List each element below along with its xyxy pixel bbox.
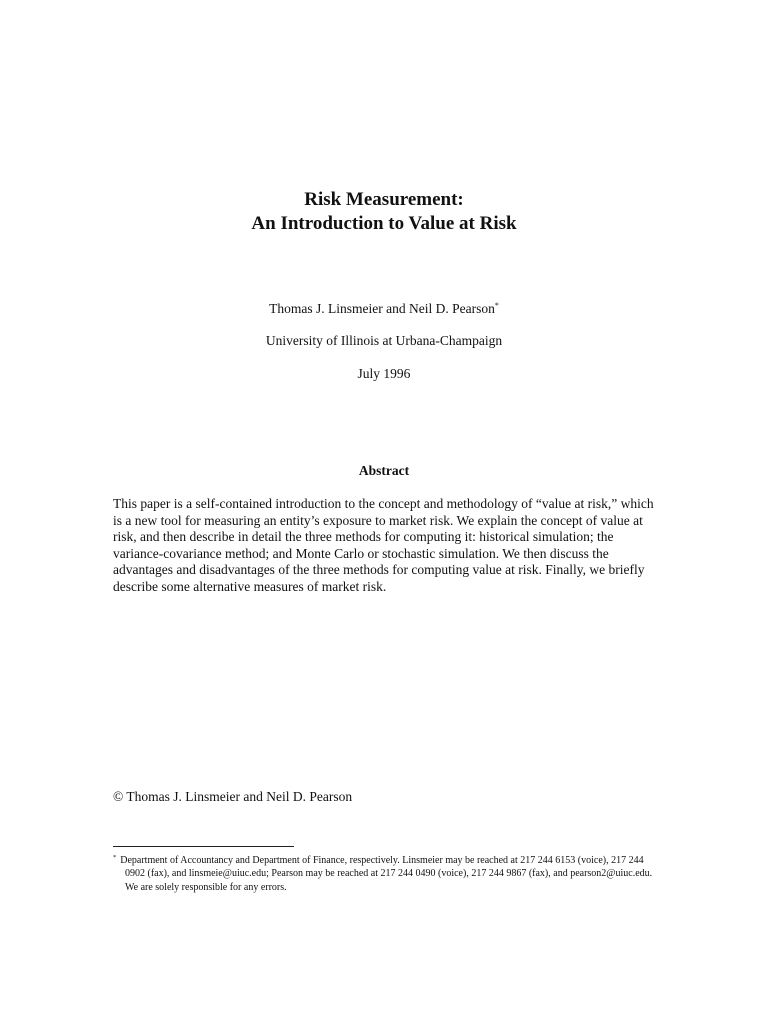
authors-names: Thomas J. Linsmeier and Neil D. Pearson [269,301,495,316]
abstract-heading: Abstract [358,463,410,478]
author-footnote-marker: * [494,301,499,310]
publication-date: July 1996 [357,366,411,381]
footnote-divider [113,846,294,847]
title-line-2: An Introduction to Value at Risk [251,213,517,234]
copyright-notice: © Thomas J. Linsmeier and Neil D. Pearson [113,789,353,804]
abstract-text: This paper is a self-contained introduction to the concept and methodology of “value at risk,” which is a new tool for measuring an entity’s exposure to market risk. We explain the concept of value at risk, and then describe in detail the three methods for computing it: historical simulation; the variance-covariance method; and Monte Carlo or stochastic simulation. We then discuss the advantages and disadvantages of the three methods for computing value at risk. Finally, we briefly describe some alternative measures of market risk. [113,496,654,594]
affiliation: University of Illinois at Urbana-Champaign [265,333,503,348]
authors-line [0,301,768,317]
footnote [113,854,658,894]
title-line-1: Risk Measurement: [304,189,464,210]
footnote-marker: * [113,854,117,861]
paper-title [0,188,768,236]
footnote-text: Department of Accountancy and Department of Finance, respectively. Linsmeier may be reached at 217 244 6153 (voice), 217 244 0902 (fax), and linsmeie@uiuc.edu; Pearson may be reached at 217 244 0490 (voice), 217 244 9867 (fax), and pearson2@uiuc.edu. We are solely responsible for any errors. [120,855,653,893]
